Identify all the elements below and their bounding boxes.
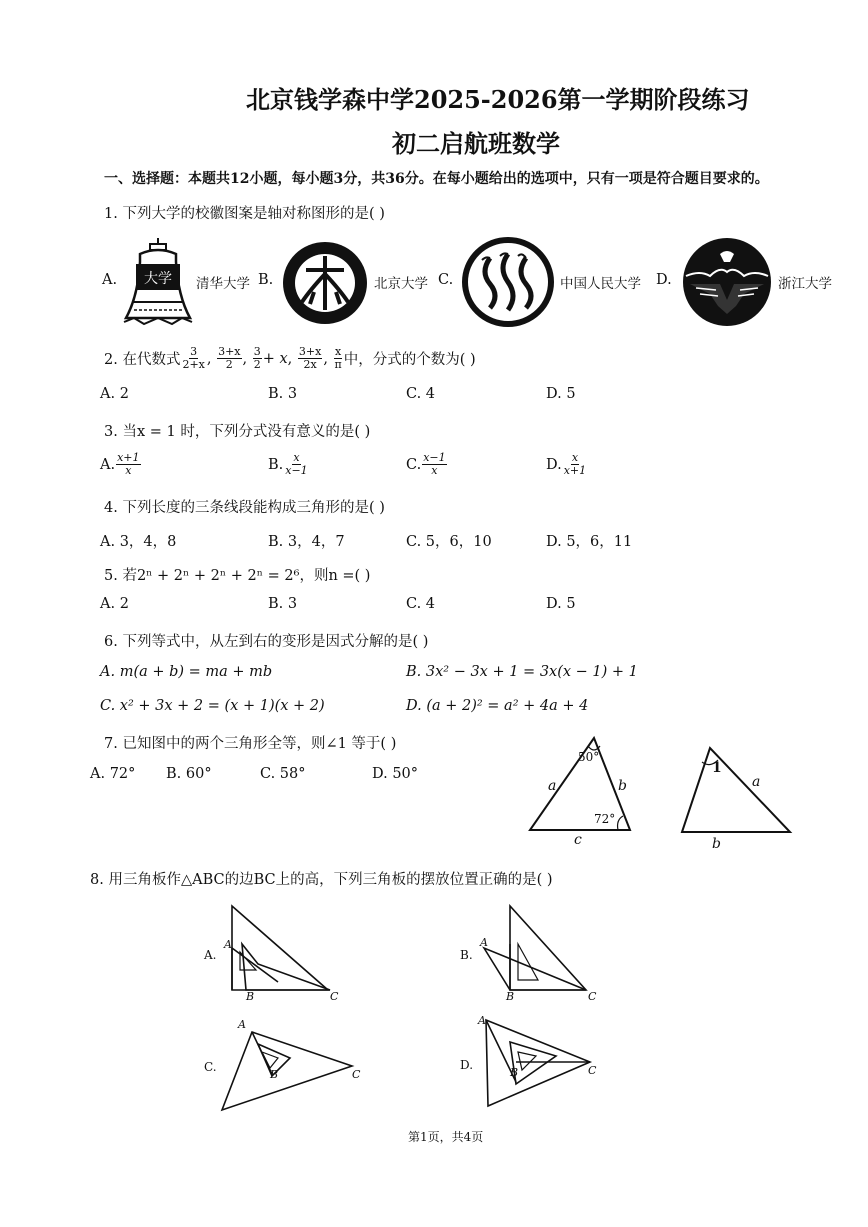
zju-eagle-emblem-icon — [680, 236, 774, 328]
q6-option-a: A. m(a + b) = ma + mb — [100, 664, 273, 680]
q1-option-a-letter: A. — [102, 272, 118, 288]
ruc-circle-emblem-icon — [462, 238, 554, 326]
q7-left-label-c: c — [574, 832, 582, 848]
q8-figure-a-letter: A. — [204, 948, 217, 962]
q8-figure-a-B: B — [246, 990, 255, 1003]
q7-right-label-a: a — [752, 774, 761, 790]
q5-option-c: C. 4 — [406, 596, 436, 612]
q7-left-angle-top: 50° — [578, 750, 600, 764]
q2-stem: 2. 在代数式 $\frac{3}{2+x}$ , $\frac{3+x}{2}$ , $\frac{3}{2}$ + x , $\frac{3+x}{2x}$ , $\frac{x}{\pi}$ 中，分式的个数为( ) — [104, 345, 476, 371]
q3-option-a: A. $\frac{x+1}{x}$ — [100, 451, 140, 477]
q6-option-c: C. x² + 3x + 2 = (x + 1)(x + 2) — [100, 698, 325, 714]
q3-option-b: B. $\frac{x}{x-1}$ — [268, 451, 308, 477]
q5-option-b: B. 3 — [268, 596, 298, 612]
q3-option-d: D. $\frac{x}{x+1}$ — [546, 451, 587, 477]
q7-option-c: C. 58° — [260, 766, 306, 782]
q8-figure-d-B: B — [510, 1066, 519, 1079]
page-title: 北京钱学森中学2025-2026第一学期阶段练习 — [246, 85, 750, 114]
q7-option-d: D. 50° — [372, 766, 419, 782]
q8-figure-c-B: B — [270, 1068, 279, 1081]
q7-stem: 7. 已知图中的两个三角形全等，则∠1 等于( ) — [104, 736, 397, 752]
section-heading: 一、选择题：本题共12小题，每小题3分，共36分。在每小题给出的选项中，只有一项是符合题目要求的。 — [104, 171, 769, 187]
q1-option-d-label: 浙江大学 — [778, 276, 832, 292]
q8-stem: 8. 用三角板作△ABC的边BC上的高，下列三角板的摆放位置正确的是( ) — [90, 872, 553, 888]
q8-figure-a — [218, 904, 350, 996]
q1-option-b-letter: B. — [258, 272, 274, 288]
q5-stem: 5. 若2ⁿ + 2ⁿ + 2ⁿ + 2ⁿ = 2⁶，则n =( ) — [104, 568, 371, 584]
q2-frac-5: $\frac{x}{\pi}$ — [334, 345, 342, 371]
q8-figure-d-C: C — [588, 1064, 597, 1077]
q2-frac-4: $\frac{3+x}{2x}$ — [298, 345, 322, 371]
pku-circle-emblem-icon — [280, 240, 370, 326]
q3-option-c: C. $\frac{x-1}{x}$ — [406, 451, 446, 477]
q1-option-c-letter: C. — [438, 272, 454, 288]
q7-right-label-b: b — [712, 836, 721, 852]
q5-option-a: A. 2 — [100, 596, 129, 612]
page-number: 第1页，共4页 — [408, 1130, 484, 1144]
q8-figure-c-letter: C. — [204, 1060, 217, 1074]
q7-option-b: B. 60° — [166, 766, 212, 782]
q1-stem: 1. 下列大学的校徽图案是轴对称图形的是( ) — [104, 206, 385, 222]
q4-option-c: C. 5，6，10 — [406, 534, 492, 550]
q8-figure-b-A: A — [480, 936, 488, 949]
q4-option-b: B. 3，4，7 — [268, 534, 345, 550]
q8-figure-a-C: C — [330, 990, 339, 1003]
q2-frac-3-tail: + x — [262, 350, 288, 367]
q8-figure-c-A: A — [238, 1018, 246, 1031]
tsinghua-bell-emblem-icon — [120, 236, 196, 328]
q8-figure-b-B: B — [506, 990, 515, 1003]
q8-figure-b-letter: B. — [460, 948, 473, 962]
q6-stem: 6. 下列等式中，从左到右的变形是因式分解的是( ) — [104, 634, 429, 650]
q4-option-d: D. 5，6，11 — [546, 534, 633, 550]
q7-left-label-b: b — [618, 778, 627, 794]
q2-option-c: C. 4 — [406, 386, 436, 402]
q2-frac-2: $\frac{3+x}{2}$ — [218, 345, 241, 371]
q2-option-a: A. 2 — [100, 386, 129, 402]
q7-triangle-right — [678, 744, 794, 836]
q8-figure-d — [476, 1012, 600, 1112]
q6-option-d: D. (a + 2)² = a² + 4a + 4 — [406, 698, 589, 714]
q7-left-angle-right: 72° — [594, 812, 616, 826]
q5-option-d: D. 5 — [546, 596, 576, 612]
q2-frac-3: $\frac{3}{2}$ — [253, 345, 261, 371]
q2-option-b: B. 3 — [268, 386, 298, 402]
q7-right-angle-1: 1 — [712, 760, 722, 776]
q4-stem: 4. 下列长度的三条线段能构成三角形的是( ) — [104, 500, 385, 516]
q1-option-a-label: 清华大学 — [196, 276, 250, 292]
q8-figure-d-letter: D. — [460, 1058, 474, 1072]
q8-figure-b-C: C — [588, 990, 597, 1003]
q2-frac-1: $\frac{3}{2+x}$ — [182, 345, 205, 371]
q8-figure-b — [474, 904, 598, 996]
q4-option-a: A. 3，4，8 — [100, 534, 177, 550]
q3-stem: 3. 当x = 1 时，下列分式没有意义的是( ) — [104, 424, 371, 440]
q6-option-b: B. 3x² − 3x + 1 = 3x(x − 1) + 1 — [406, 664, 638, 680]
svg-text:大学: 大学 — [144, 271, 172, 287]
q8-figure-c-C: C — [352, 1068, 361, 1081]
q1-option-c-label: 中国人民大学 — [560, 276, 641, 292]
q2-option-d: D. 5 — [546, 386, 576, 402]
q1-option-d-letter: D. — [656, 272, 672, 288]
q8-figure-d-A: A — [478, 1014, 486, 1027]
page-subtitle: 初二启航班数学 — [392, 129, 560, 158]
q7-left-label-a: a — [548, 778, 557, 794]
q1-option-b-label: 北京大学 — [374, 276, 428, 292]
q2-prefix: 2. 在代数式 — [104, 352, 181, 368]
q7-option-a: A. 72° — [90, 766, 136, 782]
q2-suffix: 中，分式的个数为( ) — [343, 352, 476, 368]
q8-figure-a-A: A — [224, 938, 232, 951]
